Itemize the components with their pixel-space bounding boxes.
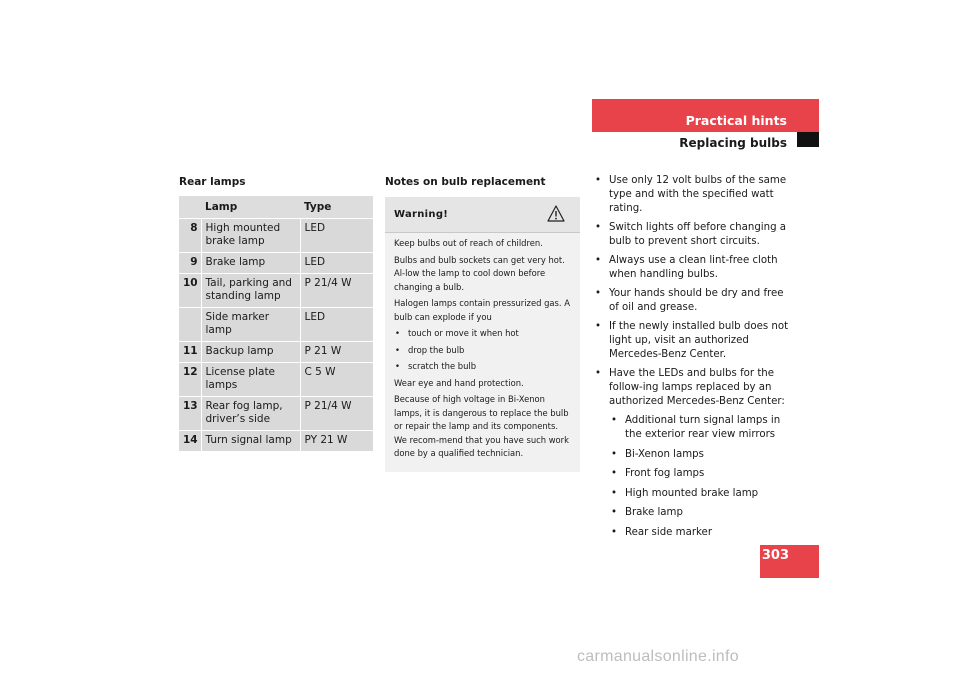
row-type: P 21/4 W xyxy=(300,274,373,308)
section-tab xyxy=(592,99,819,132)
table-row xyxy=(179,253,373,274)
row-number: 8 xyxy=(179,219,201,253)
header-lamp: Lamp xyxy=(201,196,300,219)
warning-paragraph: Wear eye and hand protection. xyxy=(394,377,524,388)
table-row xyxy=(179,274,373,308)
warning-bullet: • drop the bulb xyxy=(394,344,571,358)
table-row xyxy=(179,308,373,342)
list-item-text: Have the LEDs and bulbs for the follow-ing lamps replaced by an authorized Mercedes-Benz Center: xyxy=(609,368,785,407)
warning-header xyxy=(385,197,580,233)
header-num xyxy=(179,196,201,219)
warning-paragraph: Keep bulbs out of reach of children. xyxy=(394,238,543,248)
warning-title: Warning! xyxy=(394,209,449,220)
row-number xyxy=(179,308,201,342)
table-row xyxy=(179,363,373,397)
table-row xyxy=(179,431,373,452)
list-item-text: Use only 12 volt bulbs of the same type and with the specified watt rating. xyxy=(609,175,787,214)
row-type: P 21 W xyxy=(300,342,373,363)
sub-list-item: • Front fog lamps xyxy=(609,467,790,481)
row-type: PY 21 W xyxy=(300,431,373,452)
list-item xyxy=(594,287,790,315)
table-row xyxy=(179,342,373,363)
row-number: 13 xyxy=(179,397,201,431)
row-type: C 5 W xyxy=(300,363,373,397)
row-type: P 21/4 W xyxy=(300,397,373,431)
warning-paragraph: Bulbs and bulb sockets can get very hot. Al-low the lamp to cool down before changing a bulb. xyxy=(394,254,565,292)
row-lamp: Rear fog lamp, driver’s side xyxy=(201,397,300,431)
sub-list-item: • Additional turn signal lamps in the exterior rear view mirrors xyxy=(609,414,790,442)
row-number: 14 xyxy=(179,431,201,452)
list-item xyxy=(594,174,790,216)
warning-bullet: • scratch the bulb xyxy=(394,360,571,374)
sub-list-item: • Rear side marker xyxy=(609,526,790,540)
row-number: 10 xyxy=(179,274,201,308)
warning-paragraph: Because of high voltage in Bi-Xenon lamps, it is dangerous to replace the bulb or repair the lamp and its components. We recom-mend that you have such work done by a qualified technician. xyxy=(394,394,569,458)
sub-list-item: • Bi-Xenon lamps xyxy=(609,448,790,462)
list-item-text: Switch lights off before changing a bulb to prevent short circuits. xyxy=(609,222,787,247)
row-lamp: Turn signal lamp xyxy=(201,431,300,452)
warning-bullets xyxy=(394,327,571,374)
list-item-text: Your hands should be dry and free of oil and grease. xyxy=(609,288,784,313)
rear-lamps-heading: Rear lamps xyxy=(179,176,246,188)
row-lamp: Tail, parking and standing lamp xyxy=(201,274,300,308)
row-type: LED xyxy=(300,219,373,253)
row-number: 12 xyxy=(179,363,201,397)
watermark: carmanualsonline.info xyxy=(577,648,739,665)
row-lamp: License plate lamps xyxy=(201,363,300,397)
header-type: Type xyxy=(300,196,373,219)
bulb-notes-list xyxy=(594,174,790,545)
warning-bullet: • touch or move it when hot xyxy=(394,327,571,341)
list-item-text: If the newly installed bulb does not light up, visit an authorized Mercedes-Benz Center. xyxy=(609,321,789,360)
row-lamp: Side marker lamp xyxy=(201,308,300,342)
subsection-marker xyxy=(797,132,819,147)
list-item-text: Always use a clean lint-free cloth when handling bulbs. xyxy=(609,255,778,280)
dealer-lamps-list xyxy=(609,414,790,540)
row-type: LED xyxy=(300,308,373,342)
subsection-title: Replacing bulbs xyxy=(679,136,787,150)
page-number: 303 xyxy=(760,545,819,578)
sub-list-item: • High mounted brake lamp xyxy=(609,487,790,501)
warning-triangle-icon xyxy=(547,205,565,222)
row-number: 9 xyxy=(179,253,201,274)
notes-heading: Notes on bulb replacement xyxy=(385,176,546,188)
lamp-table-header xyxy=(179,196,373,219)
table-row xyxy=(179,397,373,431)
list-item xyxy=(594,320,790,362)
warning-paragraph: Halogen lamps contain pressurized gas. A bulb can explode if you xyxy=(394,298,570,322)
row-lamp: High mounted brake lamp xyxy=(201,219,300,253)
row-lamp: Brake lamp xyxy=(201,253,300,274)
lamp-table xyxy=(179,196,373,452)
list-item xyxy=(594,367,790,540)
list-item xyxy=(594,254,790,282)
table-row xyxy=(179,219,373,253)
section-title: Practical hints xyxy=(685,113,787,128)
sub-list-item: • Brake lamp xyxy=(609,506,790,520)
row-number: 11 xyxy=(179,342,201,363)
list-item xyxy=(594,221,790,249)
warning-box xyxy=(385,197,580,472)
row-type: LED xyxy=(300,253,373,274)
warning-body xyxy=(385,233,580,461)
row-lamp: Backup lamp xyxy=(201,342,300,363)
